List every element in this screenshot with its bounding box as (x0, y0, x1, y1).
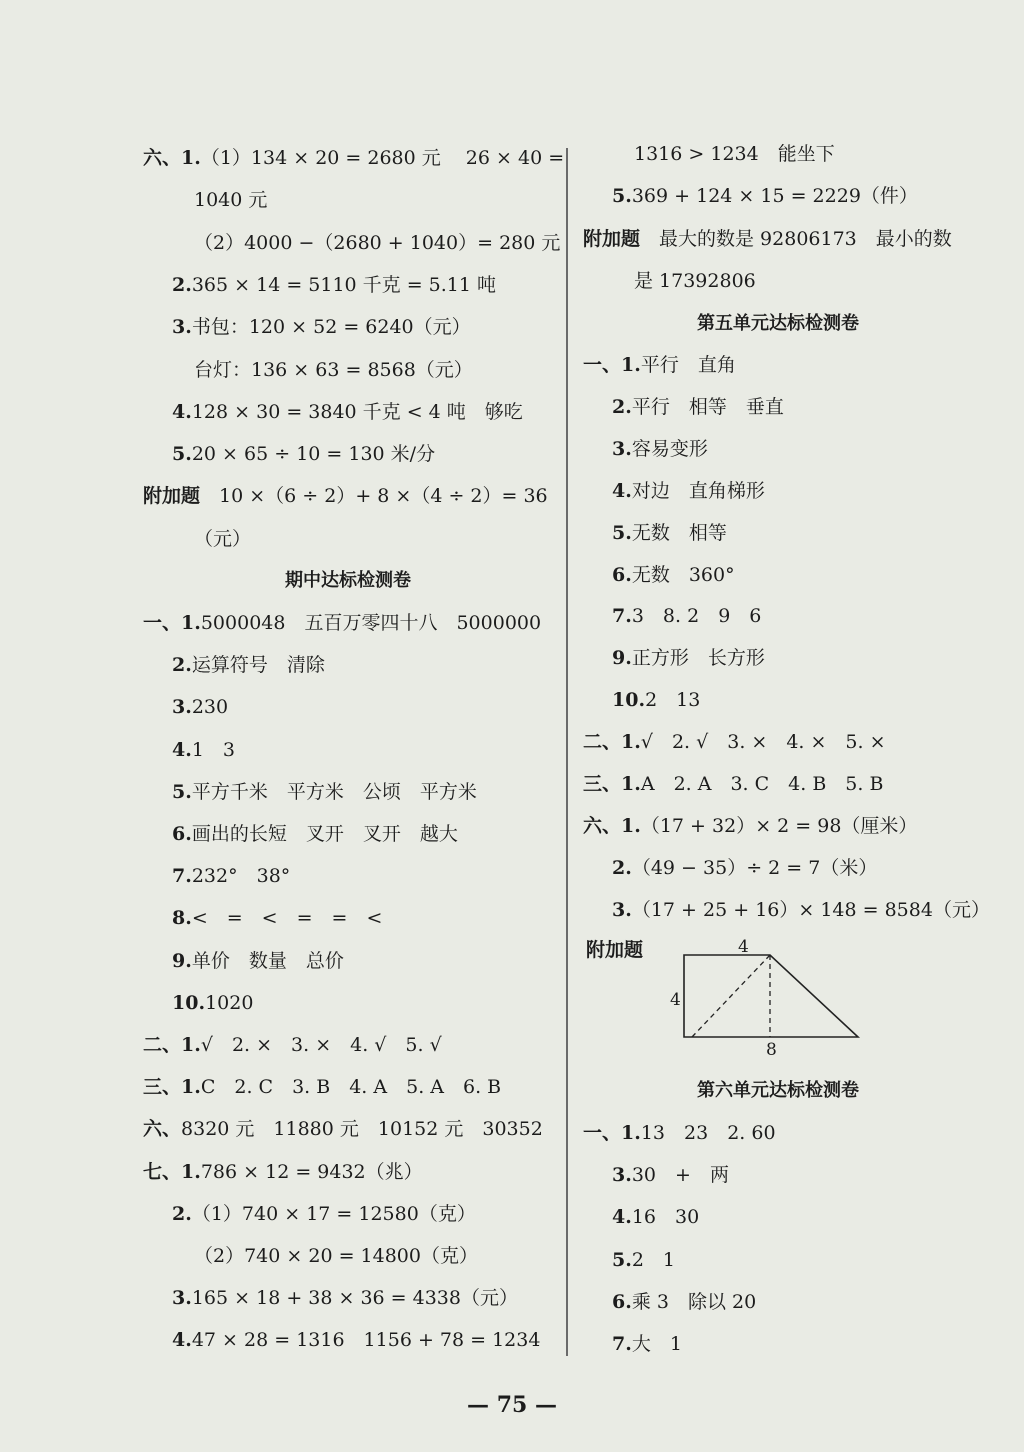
item-number: 七、1. (143, 1160, 201, 1183)
trapezoid-figure (680, 945, 880, 1055)
answer-text: C 2. C 3. B 4. A 5. A 6. B (200, 1076, 502, 1099)
item-number: 4. (612, 1206, 632, 1229)
figure-top-label: 4 (738, 937, 749, 957)
item-number: 一、1. (583, 1122, 641, 1144)
trapezoid-outline (684, 955, 858, 1037)
answer-text: 2 13 (645, 689, 701, 712)
figure-bottom-label: 8 (766, 1040, 777, 1060)
answer-line (583, 813, 917, 839)
item-number: 附加题 (583, 227, 641, 250)
answer-line (172, 399, 523, 425)
item-number: 5. (612, 1248, 632, 1271)
item-number: 3. (172, 316, 192, 339)
answer-text: 230 (191, 696, 229, 719)
answer-line (172, 272, 496, 298)
answer-line (172, 821, 458, 847)
answer-line (172, 526, 251, 552)
answer-line (612, 520, 727, 546)
item-number: 6. (612, 1290, 632, 1313)
answer-text: 1316 > 1234 能坐下 (634, 143, 835, 165)
answer-text: 无数 相等 (631, 521, 727, 544)
item-number: 9. (172, 949, 192, 972)
item-number: 5. (172, 443, 192, 466)
answer-line (583, 1120, 776, 1146)
answer-line (172, 187, 267, 213)
answer-line (172, 948, 344, 974)
answer-text: （2）740 × 20 = 14800（克） (194, 1245, 478, 1267)
answer-line (612, 183, 918, 209)
item-number: 6. (612, 563, 632, 586)
item-number: 3. (172, 696, 192, 719)
item-number: 4. (172, 400, 192, 423)
answer-line (172, 905, 382, 931)
answer-line (612, 897, 990, 923)
answer-line (172, 652, 325, 678)
answer-text: 大 1 (631, 1333, 682, 1355)
answer-text: 13 23 2. 60 (640, 1122, 776, 1144)
midterm-section-title: 期中达标检测卷 (285, 570, 411, 591)
answer-line (612, 562, 735, 588)
answer-text: 369 + 124 × 15 = 2229（件） (631, 185, 918, 208)
answer-text: 1020 (205, 991, 254, 1014)
unit5-section-title: 第五单元达标检测卷 (697, 313, 859, 334)
answer-line (143, 145, 564, 171)
answer-line (612, 603, 761, 629)
answer-text: 运算符号 清除 (191, 654, 325, 677)
answer-line (172, 357, 473, 383)
answer-line (172, 863, 290, 889)
answer-line (612, 1331, 682, 1357)
answer-text: 正方形 长方形 (631, 647, 765, 670)
answer-text: 无数 360° (631, 563, 735, 586)
item-number: 5. (612, 185, 632, 208)
item-number: 4. (172, 1329, 192, 1352)
answer-text: √ 2. √ 3. × 4. × 5. × (640, 731, 886, 754)
answer-text: 乘 3 除以 20 (631, 1290, 757, 1313)
answer-text: 最大的数是 92806173 最小的数 (640, 227, 952, 250)
item-number: 一、1. (583, 354, 641, 376)
answer-line (612, 1162, 729, 1188)
item-number: 9. (612, 647, 632, 670)
answer-text: （17 + 25 + 16）× 148 = 8584（元） (631, 898, 990, 921)
answer-line (143, 1159, 423, 1185)
answer-text: 5000048 五百万零四十八 5000000 (200, 612, 542, 634)
answer-text: 20 × 65 ÷ 10 = 130 米/分 (191, 443, 436, 466)
answer-line (612, 687, 700, 713)
answer-text: （2）4000 −（2680 + 1040）= 280 元 (194, 231, 561, 254)
answer-line (172, 1201, 476, 1227)
answer-line (172, 230, 560, 256)
answer-line (612, 478, 765, 504)
answer-line (172, 779, 477, 805)
answer-line (583, 771, 883, 797)
item-number: 6. (172, 823, 192, 845)
answer-text: 书包：120 × 52 = 6240（元） (191, 316, 471, 339)
answer-line (612, 1204, 699, 1230)
answer-text: 3 8. 2 9 6 (631, 605, 762, 628)
answer-text: 台灯：136 × 63 = 8568（元） (194, 358, 473, 381)
item-number: 4. (172, 738, 192, 761)
item-number: 3. (612, 1164, 632, 1187)
answer-line (612, 645, 765, 671)
answer-line (612, 436, 708, 462)
item-number: 3. (612, 898, 632, 921)
item-number: 2. (612, 856, 632, 879)
answer-line (612, 855, 877, 881)
item-number: 3. (612, 437, 632, 460)
item-number: 7. (172, 865, 192, 888)
answer-text: 平方千米 平方米 公顷 平方米 (191, 780, 477, 803)
item-number: 六、1. (583, 814, 641, 837)
answer-text: 165 × 18 + 38 × 36 = 4338（元） (191, 1287, 518, 1310)
figure-left-label: 4 (670, 990, 681, 1010)
answer-text: 1 3 (191, 738, 236, 761)
page-number: — 75 — (467, 1392, 557, 1418)
answer-text: 10 ×（6 ÷ 2）+ 8 ×（4 ÷ 2）= 36 (200, 485, 548, 508)
answer-line (172, 1327, 540, 1353)
answer-line (612, 1289, 756, 1315)
answer-text: 单价 数量 总价 (191, 949, 344, 972)
answer-text: （元） (194, 527, 252, 550)
answer-text: （49 − 35）÷ 2 = 7（米） (631, 856, 878, 879)
answer-text: 128 × 30 = 3840 千克 < 4 吨 够吃 (191, 400, 523, 423)
answer-line (143, 1074, 501, 1100)
item-number: 3. (172, 1287, 192, 1310)
answer-line (143, 1116, 543, 1142)
item-number: 三、1. (143, 1076, 201, 1099)
column-divider (566, 148, 568, 1356)
answer-line (172, 694, 228, 720)
item-number: 三、1. (583, 773, 641, 795)
answer-line (612, 268, 756, 294)
answer-text: 平行 直角 (640, 354, 736, 376)
item-number: 10. (612, 689, 646, 712)
answer-line (583, 352, 736, 378)
item-number: 六、 (143, 1118, 182, 1141)
answer-line (143, 610, 541, 636)
item-number: 8. (172, 907, 192, 930)
item-number: 4. (612, 479, 632, 502)
answer-text: 47 × 28 = 1316 1156 + 78 = 1234 (191, 1329, 541, 1352)
item-number: 二、1. (143, 1034, 201, 1056)
answer-text: （17 + 32）× 2 = 98（厘米） (640, 814, 918, 837)
answer-text: 786 × 12 = 9432（兆） (200, 1160, 423, 1183)
answer-text: 2 1 (631, 1248, 676, 1271)
answer-line (172, 1243, 478, 1269)
answer-line (612, 394, 784, 420)
dashed-diagonal (692, 955, 770, 1037)
answer-text: 1040 元 (194, 189, 268, 212)
item-number: 2. (172, 1202, 192, 1225)
item-number: 5. (612, 521, 632, 544)
bonus-label: 附加题 (586, 939, 644, 961)
answer-text: 232° 38° (191, 865, 291, 888)
answer-text: （1）740 × 17 = 12580（克） (191, 1202, 476, 1225)
answer-line (143, 483, 548, 509)
item-number: 二、1. (583, 731, 641, 754)
answer-line (172, 314, 471, 340)
answer-line (612, 1247, 675, 1273)
answer-text: √ 2. × 3. × 4. √ 5. √ (200, 1034, 442, 1056)
item-number: 2. (172, 654, 192, 677)
answer-text: 365 × 14 = 5110 千克 = 5.11 吨 (191, 273, 497, 296)
answer-line (172, 990, 253, 1016)
item-number: 一、1. (143, 612, 201, 634)
item-number: 2. (172, 273, 192, 296)
item-number: 7. (612, 1333, 632, 1355)
answer-text: 8320 元 11880 元 10152 元 30352 (181, 1118, 543, 1141)
item-number: 六、1. (143, 147, 201, 169)
answer-text: 画出的长短 叉开 叉开 越大 (191, 823, 458, 845)
answer-text: A 2. A 3. C 4. B 5. B (640, 773, 884, 795)
item-number: 5. (172, 780, 192, 803)
answer-line (143, 1032, 442, 1058)
item-number: 附加题 (143, 485, 201, 508)
answer-line (172, 1285, 518, 1311)
answer-line (172, 737, 235, 763)
item-number: 2. (612, 395, 632, 418)
answer-text: 对边 直角梯形 (631, 479, 765, 502)
answer-line (172, 441, 435, 467)
answer-text: < = < = = < (191, 907, 383, 930)
item-number: 7. (612, 605, 632, 628)
unit6-section-title: 第六单元达标检测卷 (697, 1080, 859, 1101)
answer-line (612, 141, 835, 167)
answer-text: 平行 相等 垂直 (631, 395, 784, 418)
answer-text: 16 30 (631, 1206, 700, 1229)
answer-line (583, 729, 886, 755)
answer-line (583, 226, 952, 252)
answer-text: 容易变形 (631, 437, 708, 460)
answer-text: 是 17392806 (634, 269, 756, 292)
answer-text: （1）134 × 20 = 2680 元 26 × 40 = (200, 147, 565, 169)
item-number: 10. (172, 991, 206, 1014)
answer-text: 30 + 两 (631, 1164, 729, 1187)
